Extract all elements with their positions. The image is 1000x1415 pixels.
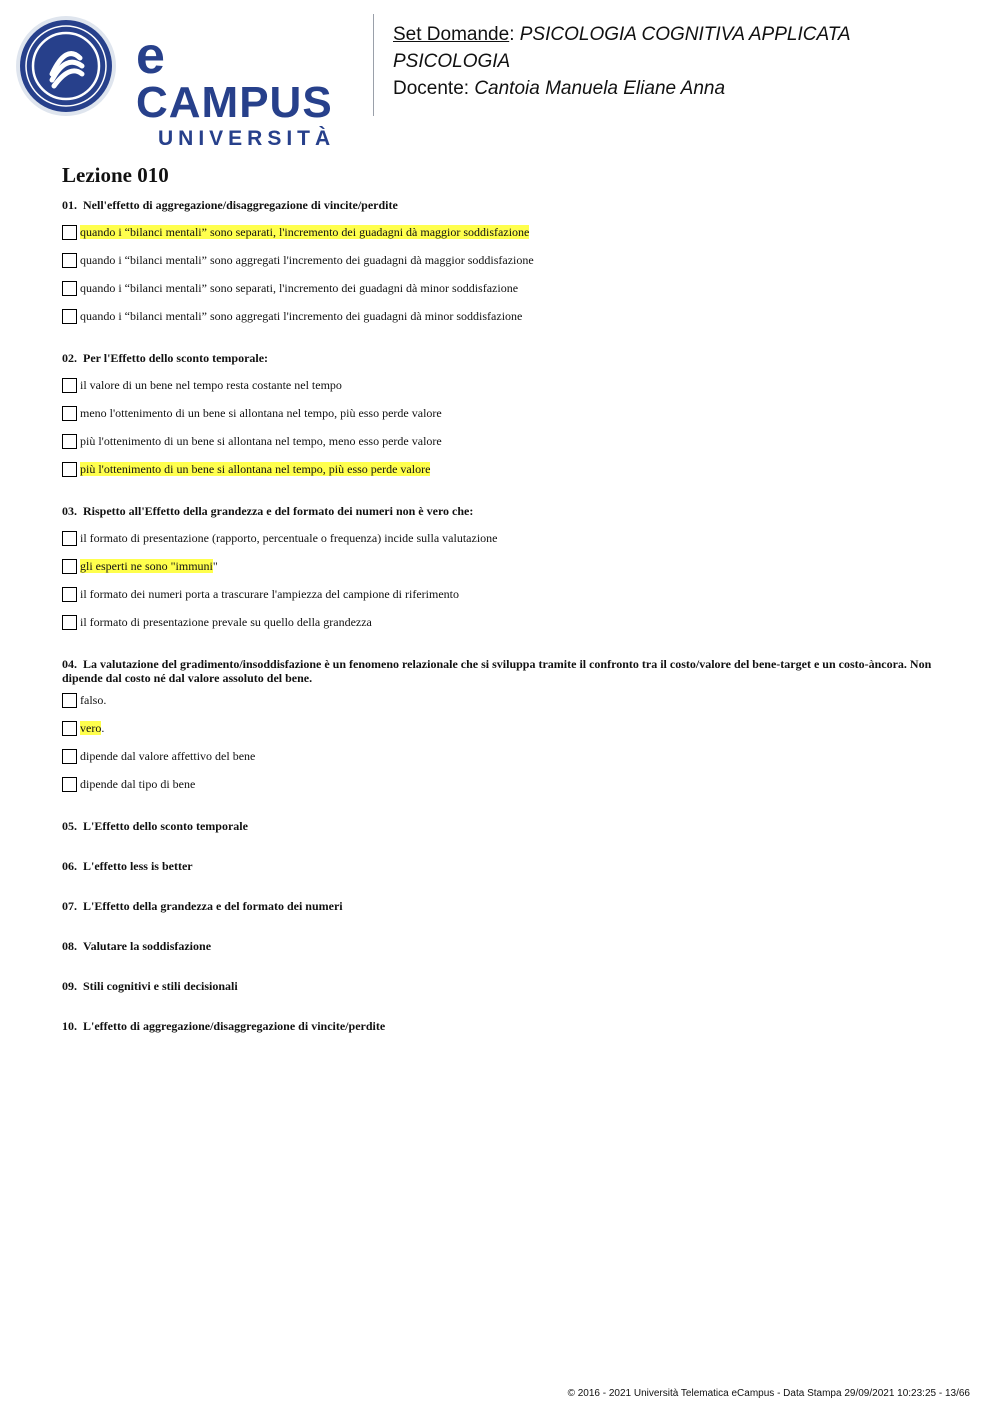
- answer-text: quando i “bilanci mentali” sono aggregati l'incremento dei guadagni dà maggior soddisfazione: [80, 253, 534, 267]
- answer-checkbox[interactable]: [62, 693, 77, 708]
- question-title: 01. Nell'effetto di aggregazione/disaggregazione di vincite/perdite: [62, 198, 398, 212]
- answer-checkbox[interactable]: [62, 721, 77, 736]
- answer-option[interactable]: [62, 433, 942, 449]
- answer-checkbox[interactable]: [62, 777, 77, 792]
- set-label: Set Domande: [393, 24, 510, 45]
- answer-text: quando i “bilanci mentali” sono separati, l'incremento dei guadagni dà maggior soddisfazione: [80, 225, 530, 239]
- question-05: 05. L'Effetto dello sconto temporale: [62, 819, 248, 833]
- answer-checkbox[interactable]: [62, 406, 77, 421]
- brand-wordmark: [136, 27, 359, 151]
- header-divider: [373, 14, 374, 116]
- answer-checkbox[interactable]: [62, 309, 77, 324]
- ecampus-seal-icon: [14, 14, 118, 118]
- question-title: 02. Per l'Effetto dello sconto temporale:: [62, 351, 269, 365]
- answer-checkbox[interactable]: [62, 253, 77, 268]
- answer-option[interactable]: [62, 692, 942, 708]
- answer-option[interactable]: [62, 405, 942, 421]
- answer-option[interactable]: [62, 748, 942, 764]
- question-06: 06. L'effetto less is better: [62, 859, 193, 873]
- set-value-line2: PSICOLOGIA: [393, 51, 511, 72]
- answer-text: il formato dei numeri porta a trascurare l'ampiezza del campione di riferimento: [80, 587, 459, 601]
- answer-checkbox[interactable]: [62, 378, 77, 393]
- question-02: [62, 351, 942, 477]
- answer-option[interactable]: [62, 558, 942, 574]
- page-footer: © 2016 - 2021 Università Telematica eCampus - Data Stampa 29/09/2021 10:23:25 - 13/66: [567, 1388, 970, 1399]
- answer-text: dipende dal tipo di bene: [80, 777, 196, 791]
- questions-container: [62, 198, 942, 1059]
- docente-value: Cantoia Manuela Eliane Anna: [474, 78, 726, 99]
- answer-checkbox[interactable]: [62, 434, 77, 449]
- brand-name: CAMPUS: [136, 78, 333, 127]
- set-value-line1: PSICOLOGIA COGNITIVA APPLICATA: [519, 24, 851, 45]
- answer-checkbox[interactable]: [62, 225, 77, 240]
- brand-e: e: [136, 27, 166, 85]
- answer-checkbox[interactable]: [62, 281, 77, 296]
- answer-text: quando i “bilanci mentali” sono aggregati l'incremento dei guadagni dà minor soddisfazione: [80, 309, 523, 323]
- lesson-title: Lezione 010: [62, 163, 169, 187]
- brand-sub: UNIVERSITÀ: [158, 127, 336, 150]
- answer-text: il formato di presentazione prevale su quello della grandezza: [80, 615, 372, 629]
- answer-text: il valore di un bene nel tempo resta costante nel tempo: [80, 378, 342, 392]
- answer-checkbox[interactable]: [62, 587, 77, 602]
- answer-text: gli esperti ne sono "immuni: [80, 559, 213, 573]
- answer-checkbox[interactable]: [62, 462, 77, 477]
- answer-checkbox[interactable]: [62, 615, 77, 630]
- answer-text: meno l'ottenimento di un bene si allontana nel tempo, più esso perde valore: [80, 406, 442, 420]
- answer-checkbox[interactable]: [62, 559, 77, 574]
- answer-checkbox[interactable]: [62, 531, 77, 546]
- answer-text: vero: [80, 721, 102, 735]
- question-07: 07. L'Effetto della grandezza e del formato dei numeri: [62, 899, 343, 913]
- answer-text: più l'ottenimento di un bene si allontana nel tempo, più esso perde valore: [80, 462, 431, 476]
- answer-text: dipende dal valore affettivo del bene: [80, 749, 256, 763]
- answer-option[interactable]: [62, 308, 942, 324]
- question-03: [62, 504, 942, 630]
- question-08: 08. Valutare la soddisfazione: [62, 939, 212, 953]
- ecampus-logo: [14, 14, 359, 150]
- answer-text: più l'ottenimento di un bene si allontana nel tempo, meno esso perde valore: [80, 434, 442, 448]
- answer-text: il formato di presentazione (rapporto, percentuale o frequenza) incide sulla valutazione: [80, 531, 498, 545]
- answer-option[interactable]: [62, 252, 942, 268]
- answer-option[interactable]: [62, 720, 942, 736]
- answer-option[interactable]: [62, 586, 942, 602]
- answer-option[interactable]: [62, 614, 942, 630]
- answer-option[interactable]: [62, 776, 942, 792]
- question-title: 03. Rispetto all'Effetto della grandezza e del formato dei numeri non è vero che:: [62, 504, 474, 518]
- question-04: [62, 657, 942, 792]
- answer-suffix: .: [101, 721, 105, 735]
- answer-text: quando i “bilanci mentali” sono separati, l'incremento dei guadagni dà minor soddisfazione: [80, 281, 519, 295]
- question-01: [62, 198, 942, 324]
- answer-option[interactable]: [62, 377, 942, 393]
- answer-option[interactable]: [62, 461, 942, 477]
- answer-option[interactable]: [62, 224, 942, 240]
- docente-label: Docente:: [393, 78, 470, 99]
- answer-suffix: ": [212, 559, 218, 573]
- question-10: 10. L'effetto di aggregazione/disaggregazione di vincite/perdite: [62, 1019, 386, 1033]
- answer-checkbox[interactable]: [62, 749, 77, 764]
- answer-option[interactable]: [62, 530, 942, 546]
- question-09: 09. Stili cognitivi e stili decisionali: [62, 979, 238, 993]
- answer-text: falso.: [80, 693, 107, 707]
- question-title: 04. La valutazione del gradimento/insoddisfazione è un fenomeno relazionale che si sviluppa tramite il confronto tra il costo/valore del bene-target e un costo-àncora. Non dipende dal costo né dal valore assoluto del bene.: [62, 657, 932, 685]
- answer-option[interactable]: [62, 280, 942, 296]
- header-info: Set Domande: PSICOLOGIA COGNITIVA APPLICATA PSICOLOGIA Docente: Cantoia Manuela Eliane Anna: [393, 24, 851, 99]
